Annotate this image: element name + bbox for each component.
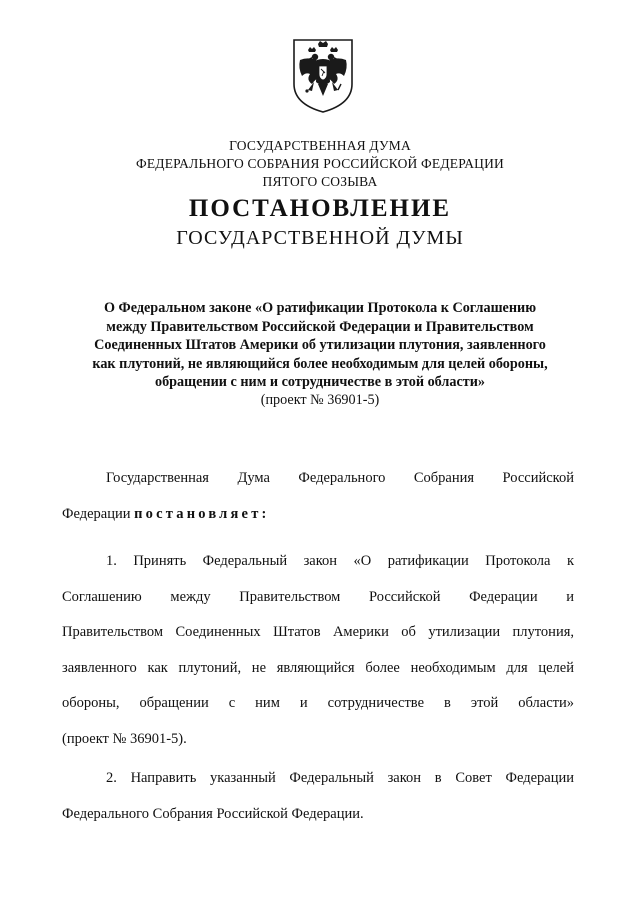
preamble bbox=[62, 460, 574, 532]
preamble-line bbox=[62, 496, 574, 532]
clause-2 bbox=[62, 760, 574, 832]
project-reference: (проект № 36901-5) bbox=[260, 392, 380, 408]
title-line: как плутоний, не являющийся более необходимым для целей обороны, bbox=[92, 355, 548, 372]
header-line-1: ГОСУДАРСТВЕННАЯ ДУМА bbox=[229, 138, 411, 153]
clause-line: обороны, обращении с ним и сотрудничестве в этой области» bbox=[62, 695, 574, 711]
clause-line: (проект № 36901-5). bbox=[62, 730, 187, 747]
title-line: между Правительством Российской Федерации и Правительством bbox=[106, 318, 534, 335]
clause-1 bbox=[62, 544, 574, 757]
document-type-heading: ПОСТАНОВЛЕНИЕ bbox=[188, 195, 452, 222]
clause-line: Соглашению между Правительством Российской Федерации и bbox=[62, 588, 574, 605]
clause-line: Правительством Соединенных Штатов Америки об утилизации плутония, bbox=[62, 624, 574, 640]
russian-coat-of-arms-icon bbox=[290, 38, 356, 114]
clause-line: 1. Принять Федеральный закон «О ратификации Протокола к bbox=[106, 553, 574, 569]
document-title bbox=[60, 299, 580, 392]
clause-line: Федерального Собрания Российской Федерации. bbox=[62, 806, 364, 822]
preamble-prefix: Федерации bbox=[62, 506, 135, 522]
title-line: О Федеральном законе «О ратификации Протокола к Соглашению bbox=[103, 300, 537, 316]
document-issuer-heading: ГОСУДАРСТВЕННОЙ ДУМЫ bbox=[176, 227, 464, 249]
header-line-3: ПЯТОГО СОЗЫВА bbox=[262, 174, 378, 189]
title-line: Соединенных Штатов Америки об утилизации плутония, заявленного bbox=[94, 337, 546, 353]
header-line-2: ФЕДЕРАЛЬНОГО СОБРАНИЯ РОССИЙСКОЙ ФЕДЕРАЦИИ bbox=[136, 156, 504, 171]
title-line: обращении с ним и сотрудничестве в этой области» bbox=[154, 374, 486, 390]
clause-line: заявленного как плутоний, не являющийся более необходимым для целей bbox=[62, 659, 574, 676]
clause-line: 2. Направить указанный Федеральный закон в Совет Федерации bbox=[106, 770, 574, 786]
preamble-resolves: постановляет: bbox=[134, 506, 270, 522]
preamble-line: Государственная Дума Федерального Собрания Российской bbox=[106, 470, 574, 486]
